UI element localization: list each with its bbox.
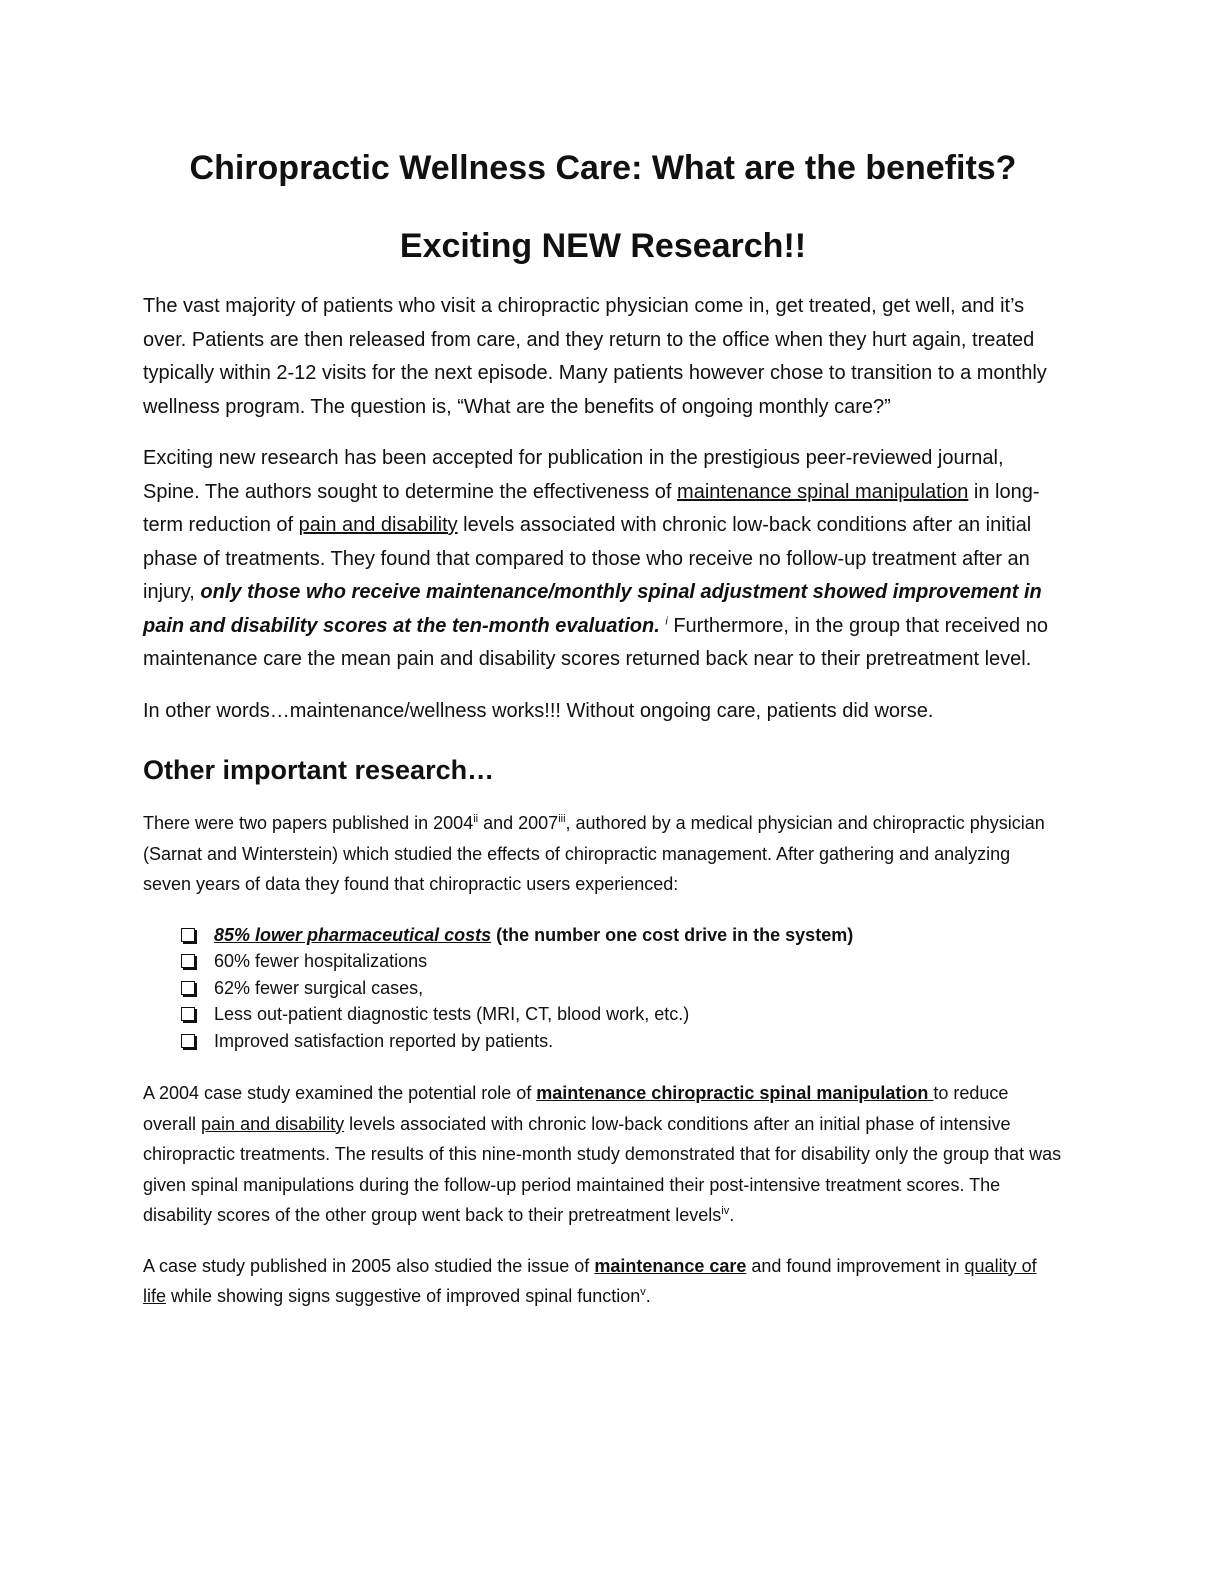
footnote-ref-i: i bbox=[665, 614, 668, 627]
footnote-ref-v: v bbox=[640, 1286, 646, 1298]
list-item-text: Less out-patient diagnostic tests (MRI, CT, blood work, etc.) bbox=[214, 1004, 690, 1024]
list-item-text: (the number one cost drive in the system) bbox=[491, 924, 854, 945]
footnote-ref-iv: iv bbox=[721, 1205, 730, 1217]
list-item bbox=[181, 948, 1063, 975]
case-2004-text-b: to reduce overall bbox=[143, 1083, 1009, 1134]
research-emphasis: only those who receive maintenance/monthly spinal adjustment showed improvement in pain and disability scores at the ten-month evaluation. bbox=[143, 581, 1042, 637]
section-heading: Other important research… bbox=[143, 755, 495, 785]
findings-list bbox=[181, 922, 1063, 1055]
list-item bbox=[181, 1001, 1063, 1028]
case-study-2004-paragraph bbox=[143, 1078, 1063, 1231]
checkbox-icon bbox=[181, 954, 195, 968]
document-title: Chiropractic Wellness Care: What are the benefits? bbox=[189, 149, 1017, 187]
list-item bbox=[181, 975, 1063, 1002]
list-item bbox=[181, 1028, 1063, 1055]
link-quality-of-life[interactable]: quality of life bbox=[143, 1255, 1037, 1306]
document-page bbox=[143, 140, 1063, 1312]
footnote-ref-iii: iii bbox=[558, 813, 566, 825]
list-item-text: 60% fewer hospitalizations bbox=[214, 951, 428, 971]
papers-text-a: There were two papers published in 2004 bbox=[143, 813, 474, 833]
papers-paragraph bbox=[143, 808, 1063, 900]
research-text-a: Exciting new research has been accepted for publication in the prestigious peer-reviewed journal, Spine. The authors sought to determine the effectiveness of bbox=[143, 447, 1004, 503]
case-2005-text-a: A case study published in 2005 also studied the issue of bbox=[143, 1255, 595, 1276]
summary-paragraph: In other words…maintenance/wellness works!!! Without ongoing care, patients did worse. bbox=[143, 699, 934, 722]
case-2005-text-b: and found improvement in bbox=[746, 1255, 965, 1276]
research-text-c: levels associated with chronic low-back conditions after an initial phase of treatments. They found that compared to those who receive no follow-up treatment after an injury, bbox=[143, 514, 1032, 603]
case-2005-text-c: while showing signs suggestive of improved spinal function bbox=[166, 1286, 641, 1306]
link-pharmaceutical-costs[interactable]: 85% lower pharmaceutical costs bbox=[214, 924, 492, 945]
checkbox-icon bbox=[181, 1007, 195, 1021]
case-2005-text-d: . bbox=[645, 1286, 651, 1306]
link-maintenance-chiropractic-spinal-manipulation[interactable]: maintenance chiropractic spinal manipulation bbox=[536, 1083, 934, 1103]
papers-text-b: and 2007 bbox=[478, 813, 559, 833]
case-2004-text-d: . bbox=[729, 1205, 735, 1225]
link-pain-and-disability[interactable]: pain and disability bbox=[298, 514, 458, 536]
list-item-text: 62% fewer surgical cases, bbox=[214, 977, 424, 998]
case-2004-text-a: A 2004 case study examined the potential role of bbox=[143, 1083, 537, 1103]
link-maintenance-spinal-manipulation[interactable]: maintenance spinal manipulation bbox=[677, 480, 969, 503]
case-study-2005-paragraph bbox=[143, 1251, 1063, 1312]
footnote-ref-ii: ii bbox=[473, 813, 479, 825]
research-paragraph bbox=[143, 442, 1063, 677]
intro-paragraph: The vast majority of patients who visit a chiropractic physician come in, get treated, get well, and it’s over. Patients are then released from care, and they return to the office when they hurt again, treated typically within 2-12 visits for the next episode. Many patients however chose to transition to a monthly wellness program. The question is, “What are the benefits of ongoing monthly care?” bbox=[143, 295, 1047, 418]
checkbox-icon bbox=[181, 1034, 195, 1048]
link-maintenance-care[interactable]: maintenance care bbox=[594, 1255, 747, 1276]
document-subtitle: Exciting NEW Research!! bbox=[399, 227, 807, 265]
link-pain-and-disability-2[interactable]: pain and disability bbox=[201, 1113, 345, 1134]
checkbox-icon bbox=[181, 981, 195, 995]
case-2004-text-c: levels associated with chronic low-back conditions after an initial phase of intensive chiropractic treatments. The results of this nine-month study demonstrated that for disability only the group that was given spinal manipulations during the follow-up period maintained their post-intensive treatment scores. The disability scores of the other group went back to their pretreatment levels bbox=[143, 1113, 1062, 1225]
research-text-d: Furthermore, in the group that received no maintenance care the mean pain and disability scores returned back near to their pretreatment level. bbox=[143, 614, 1048, 670]
checkbox-icon bbox=[181, 928, 195, 942]
papers-text-c: , authored by a medical physician and chiropractic physician (Sarnat and Winterstein) which studied the effects of chiropractic management. After gathering and analyzing seven years of data they found that chiropractic users experienced: bbox=[143, 813, 1045, 894]
list-item bbox=[181, 922, 1063, 949]
research-text-b: in long-term reduction of bbox=[143, 480, 1040, 536]
list-item-text: Improved satisfaction reported by patients. bbox=[214, 1030, 554, 1051]
